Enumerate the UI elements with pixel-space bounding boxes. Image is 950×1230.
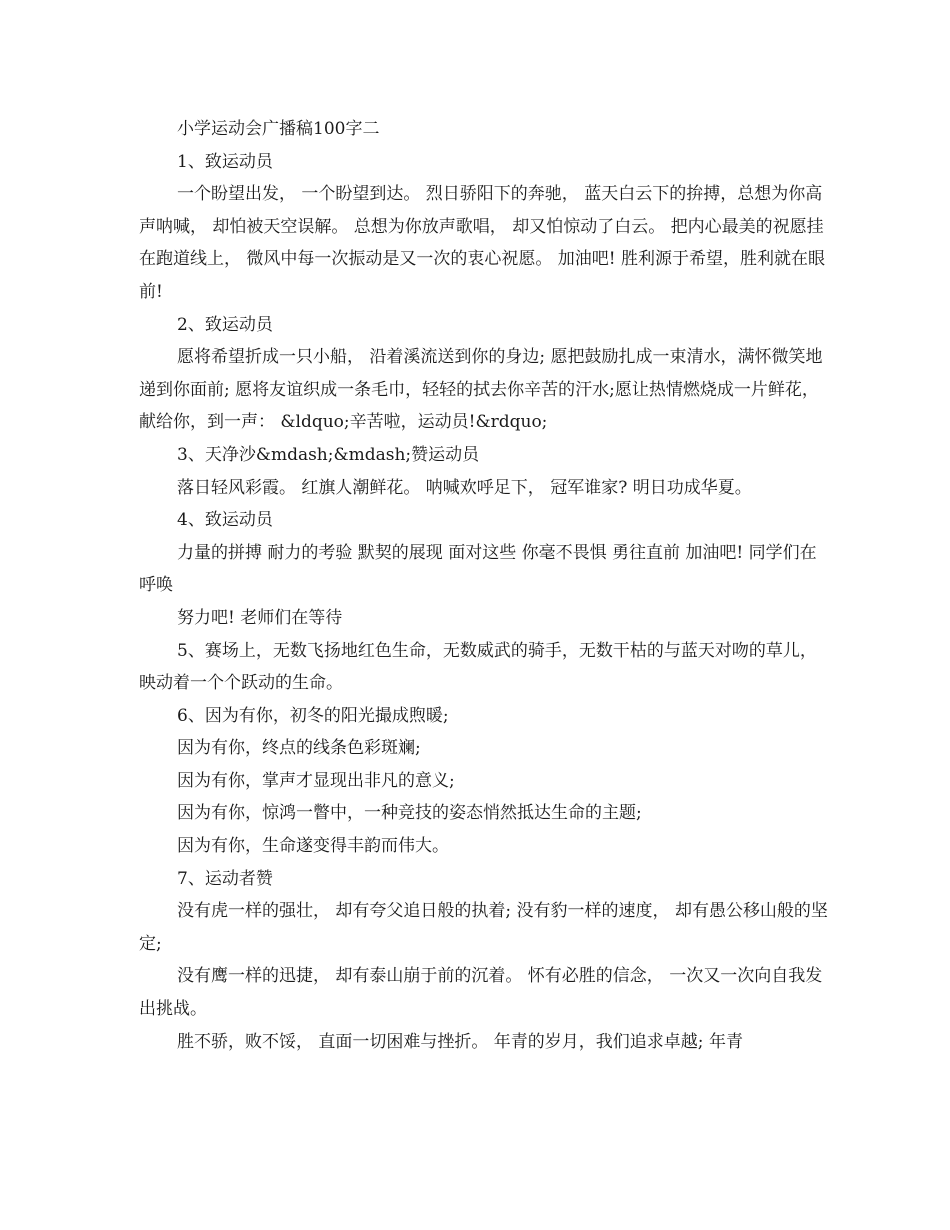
paragraph: 因为有你，掌声才显现出非凡的意义; (177, 770, 455, 791)
paragraph: 因为有你，终点的线条色彩斑斓; (177, 738, 421, 759)
section-heading: 3、天净沙&mdash;&mdash;赞运动员 (177, 444, 480, 465)
paragraph: 一个盼望出发， 一个盼望到达。 烈日骄阳下的奔驰， 蓝天白云下的拚搏，总想为你高声呐喊， 却怕被天空误解。 总想为你放声歌唱， 却又怕惊动了白云。 把内心最美的祝愿挂在跑道线上， 微风中每一次振动是又一次的衷心祝愿。 加油吧! 胜利源于希望，胜利就在眼前! (139, 184, 826, 302)
paragraph: 5、赛场上，无数飞扬地红色生命，无数威武的骑手，无数干枯的与蓝天对吻的草儿，映动着一个个跃动的生命。 (139, 640, 817, 694)
section-heading: 2、致运动员 (177, 314, 273, 335)
paragraph: 没有虎一样的强壮， 却有夸父追日般的执着; 没有豹一样的速度， 却有愚公移山般的坚定; (139, 901, 828, 954)
document-title: 小学运动会广播稿100字二 (177, 119, 380, 139)
section-heading: 7、运动者赞 (177, 868, 273, 889)
section-heading: 1、致运动员 (177, 151, 273, 172)
section-heading: 4、致运动员 (177, 510, 273, 531)
paragraph: 胜不骄，败不馁， 直面一切困难与挫折。 年青的岁月，我们追求卓越; 年青 (177, 1031, 743, 1052)
paragraph: 落日轻风彩霞。 红旗人潮鲜花。 呐喊欢呼足下， 冠军谁家? 明日功成华夏。 (177, 477, 752, 498)
paragraph: 努力吧! 老师们在等待 (177, 607, 343, 628)
paragraph: 愿将希望折成一只小船， 沿着溪流送到你的身边; 愿把鼓励扎成一束清水，满怀微笑地递到你面前; 愿将友谊织成一条毛巾，轻轻的拭去你辛苦的汗水;愿让热情燃烧成一片鲜花，献给你，到一声： &ldquo;辛苦啦，运动员!&rdquo; (139, 347, 823, 433)
paragraph: 没有鹰一样的迅捷， 却有泰山崩于前的沉着。 怀有必胜的信念， 一次又一次向自我发出挑战。 (139, 966, 823, 1020)
document-body (139, 113, 829, 1058)
paragraph: 因为有你，惊鸿一瞥中，一种竞技的姿态悄然抵达生命的主题; (177, 803, 642, 824)
paragraph: 因为有你，生命遂变得丰韵而伟大。 (177, 836, 449, 857)
paragraph: 力量的拼搏 耐力的考验 默契的展现 面对这些 你毫不畏惧 勇往直前 加油吧! 同学们在呼唤 (139, 542, 817, 596)
paragraph: 6、因为有你，初冬的阳光撮成煦暖; (177, 705, 449, 726)
